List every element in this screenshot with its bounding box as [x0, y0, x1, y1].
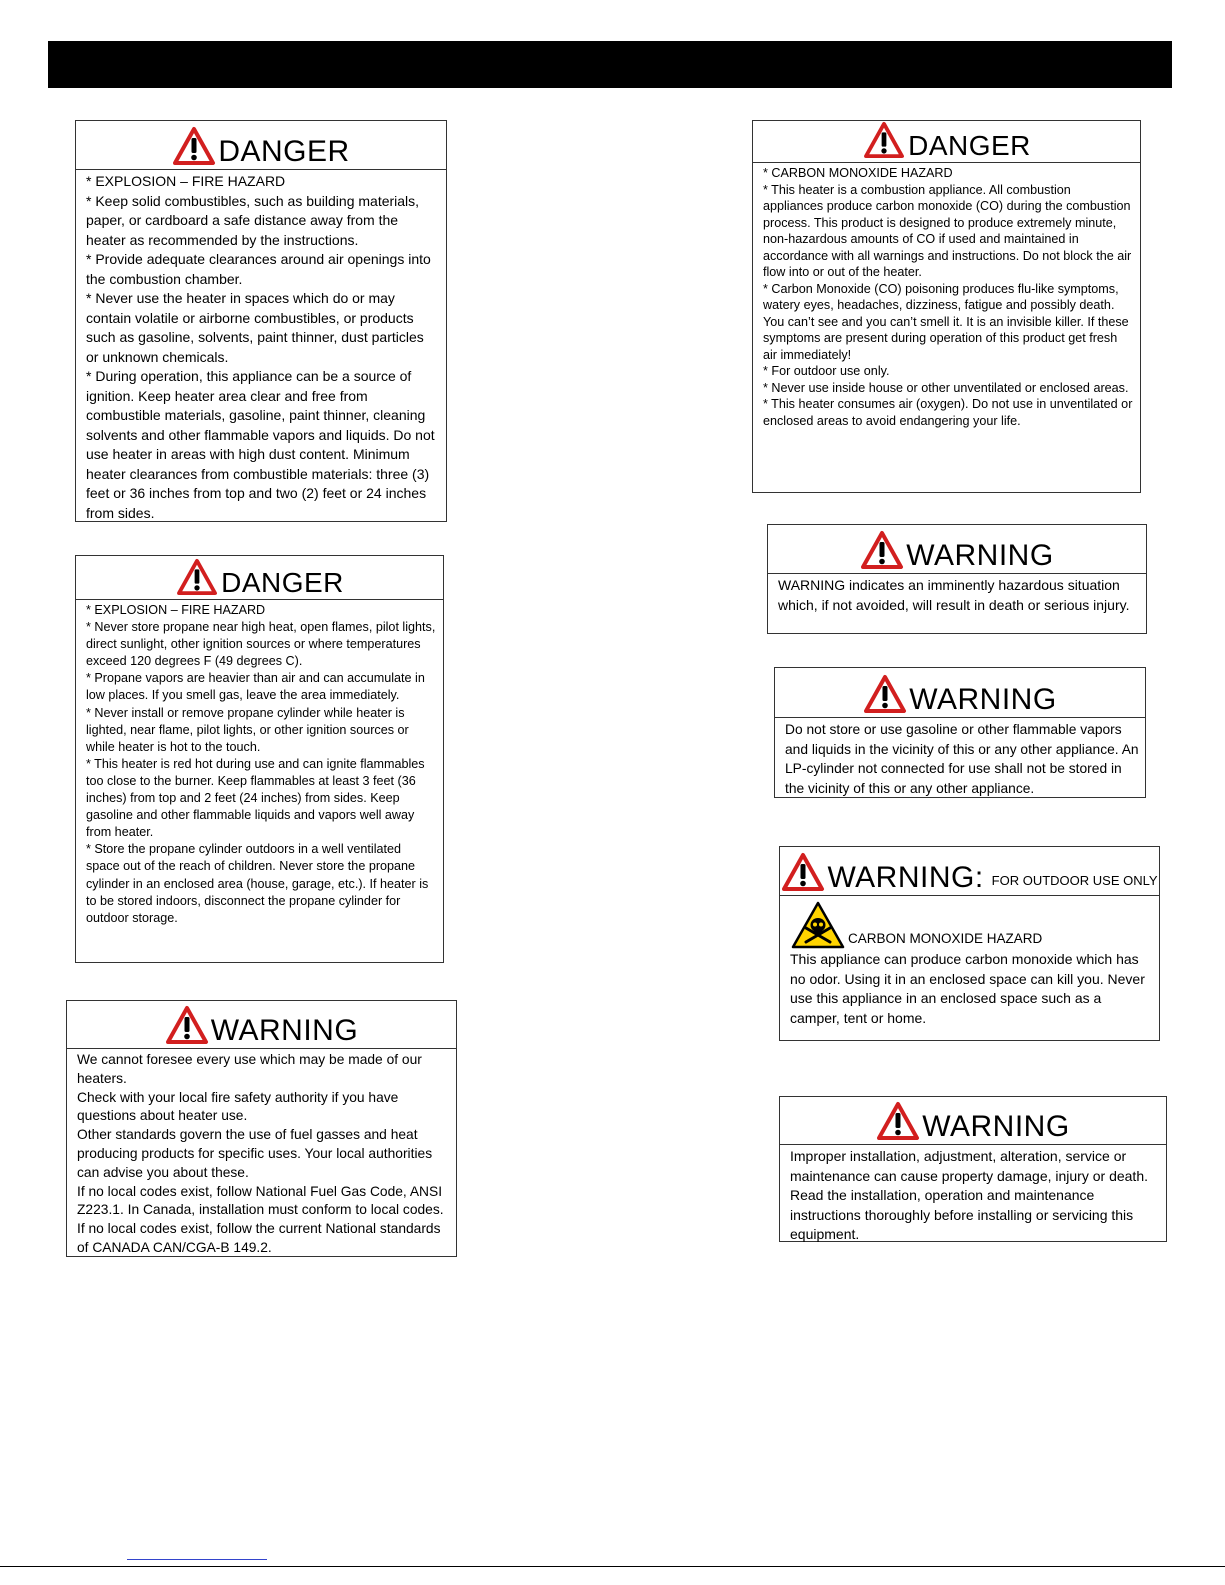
label-line: * This heater is red hot during use and can ignite flammables too close to the burner. Keep flammables at least 3 feet (36 inches) from top and 2 feet (24 inches) from sides. Keep gasoline and other flammable liquids and vapors well away from heater. [86, 756, 425, 840]
label-heading-suffix: FOR OUTDOOR USE ONLY [991, 873, 1158, 888]
label-heading: WARNING [906, 539, 1054, 572]
label-line: * For outdoor use only. [763, 364, 890, 378]
warning-triangle-icon [781, 852, 825, 892]
warning-triangle-icon [876, 1101, 920, 1141]
label-heading: DANGER [908, 130, 1031, 161]
warning-triangle-icon [860, 530, 904, 570]
label-body [753, 163, 1140, 429]
footer-rule [0, 1566, 1225, 1567]
warning-label-flammable-vapors [774, 667, 1146, 798]
label-heading: WARNING: [827, 861, 984, 894]
label-line: Other standards govern the use of fuel gasses and heat producing products for specific uses. Your local authorities can advise you about these. [77, 1127, 433, 1180]
label-header [775, 668, 1145, 718]
label-line: If no local codes exist, follow National Fuel Gas Code, ANSI Z223.1. In Canada, installation must conform to local codes. If no local codes exist, follow the current National standards of CANADA CAN/CGA-B 149.2. [77, 1183, 444, 1255]
label-body [780, 896, 1159, 1028]
label-line: * Provide adequate clearances around air openings into the combustion chamber. [86, 251, 431, 287]
warning-label-local-codes [66, 1000, 457, 1257]
warning-triangle-icon [863, 674, 907, 714]
label-line: * EXPLOSION – FIRE HAZARD [86, 603, 266, 617]
danger-label-fire-hazard [75, 120, 447, 522]
warning-triangle-icon [862, 121, 906, 159]
label-line: We cannot foresee every use which may be made of our heaters. [77, 1052, 422, 1086]
label-body [775, 718, 1145, 798]
label-line: WARNING indicates an imminently hazardous situation which, if not avoided, will result in death or serious injury. [778, 577, 1130, 613]
label-line: * This heater consumes air (oxygen). Do not use in unventilated or enclosed areas to avoid endangering your life. [763, 397, 1133, 428]
label-header [780, 1097, 1166, 1145]
label-heading: WARNING [909, 683, 1057, 716]
skull-crossbones-icon [790, 900, 846, 950]
label-heading: DANGER [218, 135, 350, 168]
label-line: Improper installation, adjustment, alteration, service or maintenance can cause property damage, injury or death. Read the installation, operation and maintenance instructions thoroughly before installing or servicing this equipment. [790, 1148, 1148, 1242]
label-heading: DANGER [221, 567, 344, 598]
label-line: * Carbon Monoxide (CO) poisoning produces flu-like symptoms, watery eyes, headaches, dizziness, fatigue and possibly death. You can’t see and you can’t smell it. It is an invisible killer. If these symptoms are present during operation of this product get fresh air immediately! [763, 281, 1129, 362]
label-header [76, 556, 443, 600]
label-body [768, 574, 1146, 615]
label-line: * EXPLOSION – FIRE HAZARD [86, 173, 286, 189]
label-header [753, 121, 1140, 163]
co-hazard-title: CARBON MONOXIDE HAZARD [848, 930, 1043, 946]
label-line: This appliance can produce carbon monoxide which has no odor. Using it in an enclosed space can kill you. Never use this appliance in an enclosed space such as a camper, tent or home. [790, 951, 1145, 1026]
label-body [780, 1145, 1166, 1245]
warning-label-installation [779, 1096, 1167, 1242]
label-line: * Never install or remove propane cylinder while heater is lighted, near flame, pilot lights, or other ignition sources or while heater is hot to the touch. [86, 705, 409, 754]
label-line: * Store the propane cylinder outdoors in a well ventilated space out of the reach of children. Never store the propane cylinder in an enclosed area (house, garage, etc.). If heater is to be stored indoors, disconnect the propane cylinder for outdoor storage. [86, 842, 429, 925]
label-header [67, 1001, 456, 1049]
label-body [67, 1049, 456, 1258]
label-line: * CARBON MONOXIDE HAZARD [763, 166, 953, 180]
label-line: * Propane vapors are heavier than air and can accumulate in low places. If you smell gas, leave the area immediately. [86, 671, 425, 703]
label-body [76, 170, 446, 523]
label-line: * Never use the heater in spaces which do or may contain volatile or airborne combustibles, or products such as gasoline, solvents, paint thinner, dust particles or unknown chemicals. [86, 290, 424, 365]
label-line: * Never store propane near high heat, open flames, pilot lights, direct sunlight, other ignition sources or where temperatures exceed 120 degrees F (49 degrees C). [86, 620, 436, 669]
header-bar [48, 41, 1172, 88]
label-header [768, 525, 1146, 574]
warning-triangle-icon [165, 1005, 209, 1045]
co-hazard-row [790, 900, 1153, 950]
danger-label-propane-storage [75, 555, 444, 963]
footer-link-underline [127, 1559, 267, 1560]
warning-triangle-icon [172, 126, 216, 166]
warning-triangle-icon [175, 558, 219, 596]
label-line: * Never use inside house or other unventilated or enclosed areas. [763, 380, 1129, 395]
label-line: Check with your local fire safety authority if you have questions about heater use. [77, 1089, 399, 1124]
label-line: * During operation, this appliance can be a source of ignition. Keep heater area clear and free from combustible materials, gasoline, paint thinner, cleaning solvents and other flammable vapors and liquids. Do not use heater in areas with high dust content. Minimum heater clearances from combustible materials: three (3) feet or 36 inches from top and two (2) feet or 24 inches from sides. [86, 368, 435, 521]
warning-label-definition [767, 524, 1147, 634]
danger-label-carbon-monoxide [752, 120, 1141, 493]
label-line: * Keep solid combustibles, such as building materials, paper, or cardboard a safe distance away from the heater as recommended by the instructions. [86, 192, 420, 248]
label-line: * This heater is a combustion appliance. All combustion appliances produce carbon monoxide (CO) during the combustion process. This product is designed to produce extremely minute, non-hazardous amounts of CO if used and maintained in accordance with all warnings and instructions. Do not block the air flow into or out of the heater. [763, 182, 1132, 279]
label-body [76, 600, 443, 927]
label-heading: WARNING [210, 1014, 359, 1047]
label-line: Do not store or use gasoline or other flammable vapors and liquids in the vicinity of this or any other appliance. An LP-cylinder not connected for use shall not be stored in the vicinity of this or any other appliance. [785, 722, 1139, 796]
label-header [780, 847, 1159, 896]
label-header [76, 121, 446, 170]
warning-label-outdoor-use [779, 846, 1160, 1041]
label-heading: WARNING [922, 1110, 1070, 1143]
